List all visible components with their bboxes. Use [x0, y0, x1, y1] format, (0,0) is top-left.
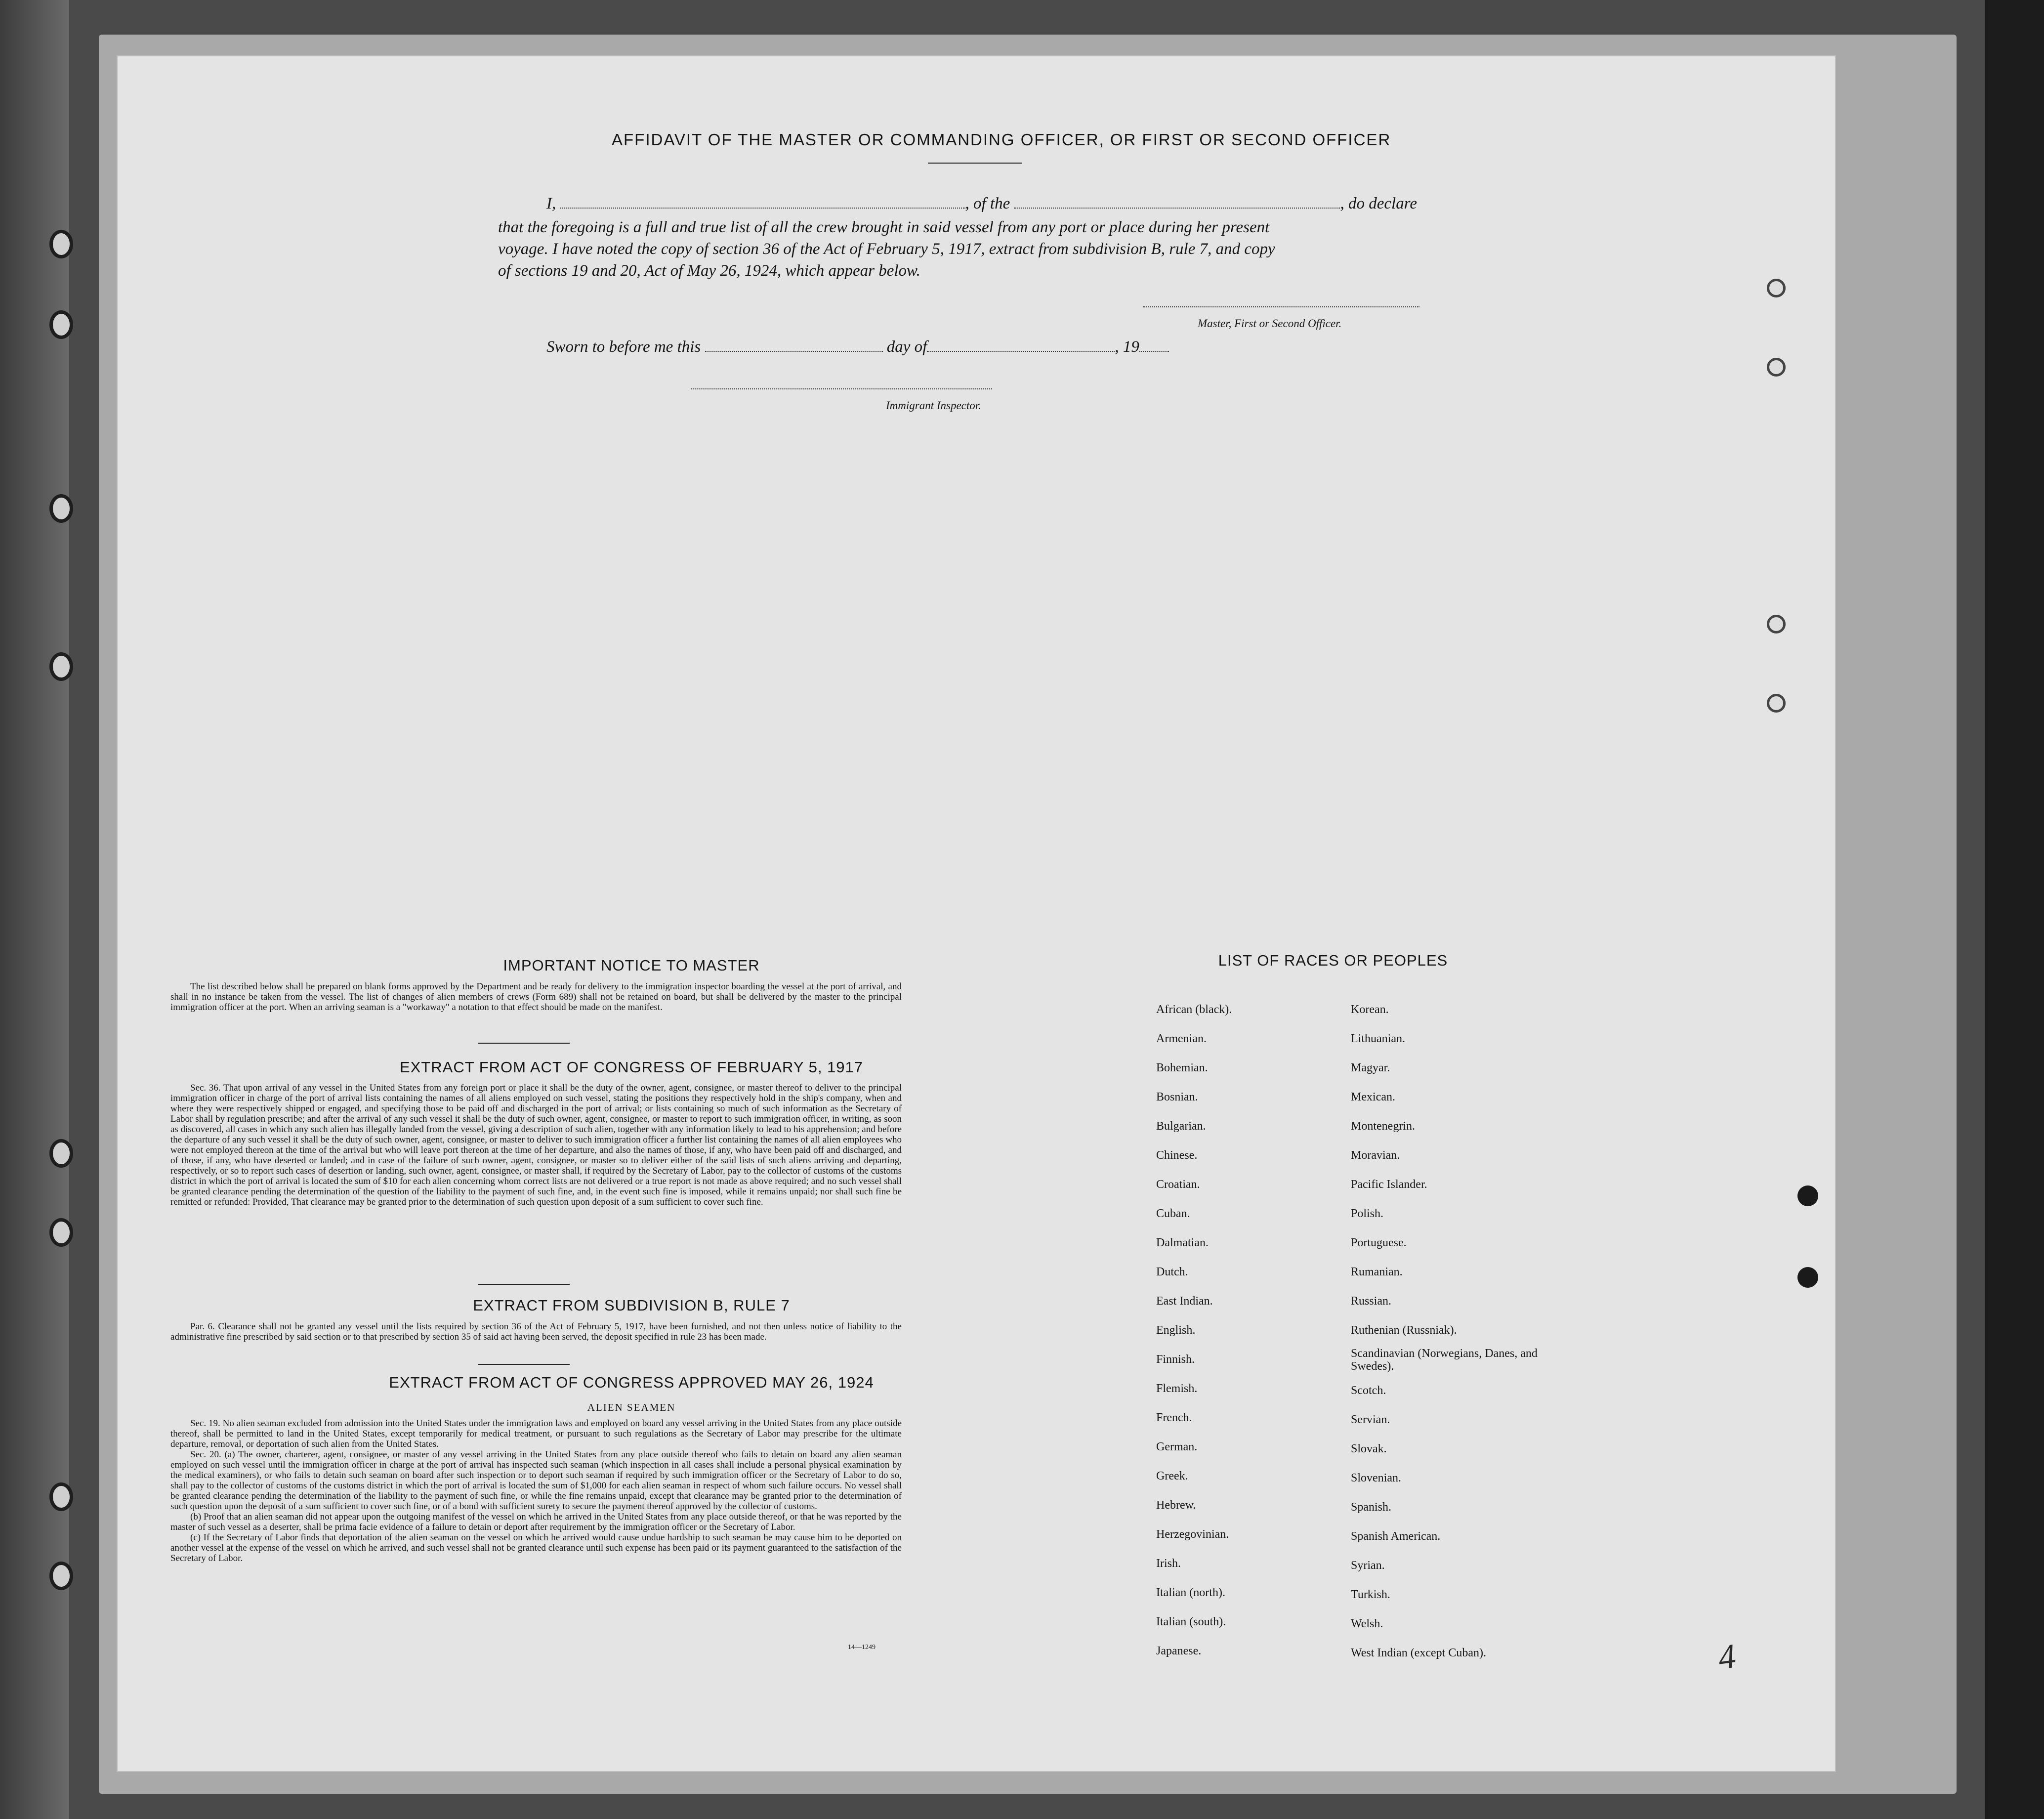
binder-hole: [49, 1562, 73, 1590]
race-item: Irish.: [1156, 1557, 1181, 1570]
race-item: Polish.: [1351, 1207, 1384, 1220]
race-item: Spanish American.: [1351, 1530, 1441, 1543]
affidavit-of-the: , of the: [965, 195, 1010, 212]
day-blank: [705, 341, 883, 352]
races-title: LIST OF RACES OR PEOPLES: [1218, 952, 1448, 969]
binder-hole: [49, 494, 73, 523]
punch-mark: [1767, 694, 1786, 713]
divider: [478, 1284, 570, 1285]
affidavit-i-label: I,: [546, 195, 556, 212]
binder-hole: [49, 1218, 73, 1247]
race-item: Syrian.: [1351, 1559, 1385, 1572]
extract-1917-title: EXTRACT FROM ACT OF CONGRESS OF FEBRUARY 5, 1917: [399, 1058, 864, 1076]
race-item: Croatian.: [1156, 1178, 1200, 1191]
punch-mark: [1767, 279, 1786, 297]
race-item: Dutch.: [1156, 1266, 1188, 1278]
inspector-label: Immigrant Inspector.: [886, 399, 981, 412]
notice-title: IMPORTANT NOTICE TO MASTER: [503, 957, 760, 974]
race-item: Greek.: [1156, 1470, 1188, 1482]
affidavit-line3: voyage. I have noted the copy of section 36 of the Act of February 5, 1917, extract from subdivision B, rule 7, and copy: [498, 240, 1275, 258]
sec20b-paragraph: (b) Proof that an alien seaman did not appear upon the outgoing manifest of the vessel on which he arrived in the United States from any place outside thereof, or that he was reported by the master of such vessel as a deserter, shall be prima facie evidence of a failure to detain or deport after requirement by the immigration officer or the Secretary of Labor.: [170, 1512, 902, 1532]
master-signature-label: Master, First or Second Officer.: [1198, 317, 1342, 330]
document-page: [117, 55, 1836, 1772]
extract-1917-text: [170, 1083, 902, 1207]
vessel-blank: [1014, 198, 1340, 209]
affidavit-line4: of sections 19 and 20, Act of May 26, 1924, which appear below.: [498, 262, 920, 280]
handwritten-number: 4: [1715, 1637, 1739, 1678]
binder-strip: [0, 0, 69, 1819]
binder-hole: [49, 310, 73, 339]
race-item: Montenegrin.: [1351, 1120, 1415, 1133]
race-item: Turkish.: [1351, 1588, 1390, 1601]
sworn-line: [546, 338, 1169, 356]
punch-hole: [1797, 1267, 1818, 1288]
race-item: African (black).: [1156, 1003, 1232, 1016]
race-item: German.: [1156, 1440, 1198, 1453]
race-item: Italian (south).: [1156, 1615, 1226, 1628]
race-item: Slovenian.: [1351, 1472, 1401, 1484]
binder-hole: [49, 230, 73, 258]
divider: [928, 163, 1022, 164]
race-item: Finnish.: [1156, 1353, 1195, 1366]
race-item: Japanese.: [1156, 1645, 1202, 1657]
form-number: 14—1249: [848, 1644, 876, 1651]
dark-edge: [1985, 0, 2044, 1819]
race-item: Bosnian.: [1156, 1091, 1198, 1103]
race-item: English.: [1156, 1324, 1196, 1337]
affidavit-title: AFFIDAVIT OF THE MASTER OR COMMANDING OFFICER, OR FIRST OR SECOND OFFICER: [612, 130, 1391, 149]
race-item: Hebrew.: [1156, 1499, 1196, 1512]
extract-rule7-title: EXTRACT FROM SUBDIVISION B, RULE 7: [473, 1297, 790, 1314]
race-item: Ruthenian (Russniak).: [1351, 1324, 1457, 1337]
race-item: Bulgarian.: [1156, 1120, 1206, 1133]
race-item: Dalmatian.: [1156, 1236, 1209, 1249]
alien-seamen-subtitle: ALIEN SEAMEN: [587, 1401, 676, 1413]
race-item: French.: [1156, 1411, 1192, 1424]
extract-1924-title: EXTRACT FROM ACT OF CONGRESS APPROVED MAY 26, 1924: [389, 1374, 874, 1391]
extract-1924-text: [170, 1418, 902, 1564]
binder-hole: [49, 652, 73, 681]
race-item: Herzegovinian.: [1156, 1528, 1229, 1541]
notice-paragraph: The list described below shall be prepared on blank forms approved by the Department and be ready for delivery to the immigration inspector boarding the vessel at the port of arrival, and shall in no instance be taken from the vessel. The list of changes of alien members of crews (Form 689) shall not be retained on board, but shall be delivered by the master to the principal immigration officer at the port. When an arriving seaman is a "workaway" a notation to that effect should be made on the manifest.: [170, 981, 902, 1013]
divider: [478, 1364, 570, 1365]
affidavit-line2: that the foregoing is a full and true list of all the crew brought in said vessel from any port or place during her present: [498, 218, 1270, 236]
race-item: Spanish.: [1351, 1501, 1392, 1514]
race-item: Welsh.: [1351, 1617, 1383, 1630]
year-prefix: , 19: [1115, 338, 1139, 356]
binder-hole: [49, 1139, 73, 1168]
race-item: Russian.: [1351, 1295, 1392, 1308]
affidavit-line1: [546, 195, 1417, 213]
races-column-1: [1156, 995, 1232, 1666]
name-blank: [560, 198, 965, 209]
race-item: Armenian.: [1156, 1032, 1207, 1045]
year-blank: [1139, 341, 1169, 352]
race-item: Scandinavian (Norwegians, Danes, and Swedes).: [1351, 1347, 1538, 1373]
day-of: day of: [886, 338, 927, 356]
divider: [478, 1043, 570, 1044]
month-blank: [927, 341, 1115, 352]
sec36-paragraph: Sec. 36. That upon arrival of any vessel in the United States from any foreign port or place it shall be the duty of the owner, agent, consignee, or master thereof to deliver to the principal immigration officer in charge of the port of arrival lists containing the names of all aliens employed on such vessel, stating the positions they respectively hold in the ship's company, when and where they were respectively shipped or engaged, and specifying those to be paid off and discharged in the port of arrival; or lists containing so much of such information as the Secretary of Labor shall by regulation prescribe; and after the arrival of any such vessel it shall be the duty of such owner, agent, consignee, or master to report to such immigration officer, in writing, as soon as discovered, all cases in which any such alien has illegally landed from the vessel, giving a description of such alien, together with any information likely to lead to his apprehension; and before the departure of any such vessel it shall be the duty of such owner, agent, consignee, or master to deliver to such immigration officer a further list containing the names of all alien employees who were not employed thereon at the time of the arrival but who will leave port thereon at the time of her departure, and also the names of those, if any, who have been paid off and discharged, and of those, if any, who have deserted or landed; and in case of the failure of such owner, agent, consignee, or master so to deliver either of the said lists of such aliens arriving and departing, respectively, or so to report such cases of desertion or landing, such owner, agent, consignee, or master shall, if required by the Secretary of Labor, pay to the collector of customs of the customs district in which the port of arrival is located the sum of $10 for each alien concerning whom correct lists are not delivered or a true report is not made as above required; and no such vessel shall be granted clearance pending the determination of the question of the liability to the payment of such fine, and, in the event such fine is imposed, while it remains unpaid; nor shall such fine be remitted or refunded: Provided, That clearance may be granted prior to the determination of such question upon deposit of a sum sufficient to cover such fine.: [170, 1083, 902, 1207]
race-item: Cuban.: [1156, 1207, 1190, 1220]
race-item: Korean.: [1351, 1003, 1389, 1016]
notice-text: [170, 981, 902, 1013]
race-item: Chinese.: [1156, 1149, 1198, 1162]
race-item: Scotch.: [1351, 1384, 1386, 1397]
par6-paragraph: Par. 6. Clearance shall not be granted any vessel until the lists required by section 36 of the Act of February 5, 1917, have been furnished, and not then unless notice of liability to the administrative fine prescribed by said section or to that prescribed by section 35 of said act having been served, the deposit specified in rule 23 has been made.: [170, 1321, 902, 1342]
race-item: Servian.: [1351, 1413, 1390, 1426]
binder-hole: [49, 1482, 73, 1511]
punch-hole: [1797, 1185, 1818, 1206]
races-column-2: [1351, 995, 1568, 1668]
race-item: Magyar.: [1351, 1061, 1390, 1074]
race-item: West Indian (except Cuban).: [1351, 1647, 1486, 1659]
race-item: East Indian.: [1156, 1295, 1213, 1308]
inspector-signature-line: [691, 388, 992, 389]
race-item: Pacific Islander.: [1351, 1178, 1427, 1191]
race-item: Mexican.: [1351, 1091, 1395, 1103]
race-item: Moravian.: [1351, 1149, 1400, 1162]
punch-mark: [1767, 358, 1786, 377]
sec20a-paragraph: Sec. 20. (a) The owner, charterer, agent, consignee, or master of any vessel arriving in the United States from any place outside thereof who fails to detain on board any alien seaman employed on such vessel until the immigration officer in charge at the port of arrival has inspected such seaman (which inspection in all cases shall include a personal physical examination by the medical examiners), or who fails to detain such seaman on board after such inspection or to deport such seaman if required by such immigration officer or the Secretary of Labor to do so, shall pay to the collector of customs of the customs district in which the port of arrival is located the sum of $1,000 for each alien seaman in respect of whom such failure occurs. No vessel shall be granted clearance pending the determination of the liability to the payment of such fine, or while the fine remains unpaid, except that clearance may be granted prior to the determination of such question upon the deposit of a sum sufficient to cover such fine, or of a bond with sufficient surety to secure the payment thereof approved by the collector of customs.: [170, 1449, 902, 1512]
race-item: Italian (north).: [1156, 1586, 1225, 1599]
sworn-prefix: Sworn to before me this: [546, 338, 701, 356]
master-signature-line: [1143, 306, 1419, 307]
affidavit-text: [498, 216, 1447, 282]
race-item: Slovak.: [1351, 1442, 1387, 1455]
punch-mark: [1767, 615, 1786, 634]
race-item: Lithuanian.: [1351, 1032, 1405, 1045]
race-item: Bohemian.: [1156, 1061, 1208, 1074]
extract-rule7-text: [170, 1321, 902, 1342]
sec19-paragraph: Sec. 19. No alien seaman excluded from admission into the United States under the immigration laws and employed on board any vessel arriving in the United States from any place outside thereof, shall be permitted to land in the United States, except temporarily for medical treatment, or pursuant to such regulations as the Secretary of Labor may prescribe for the ultimate departure, removal, or deportation of such alien from the United States.: [170, 1418, 902, 1449]
race-item: Portuguese.: [1351, 1236, 1407, 1249]
race-item: Rumanian.: [1351, 1266, 1403, 1278]
sec20c-paragraph: (c) If the Secretary of Labor finds that deportation of the alien seaman on the vessel on which he arrived would cause undue hardship to such seaman he may cause him to be deported on another vessel at the expense of the vessel on which he arrived, and such vessel shall not be granted clearance until such expense has been paid or its payment guaranteed to the satisfaction of the Secretary of Labor.: [170, 1532, 902, 1564]
affidavit-do-declare: , do declare: [1340, 195, 1417, 212]
race-item: Flemish.: [1156, 1382, 1198, 1395]
